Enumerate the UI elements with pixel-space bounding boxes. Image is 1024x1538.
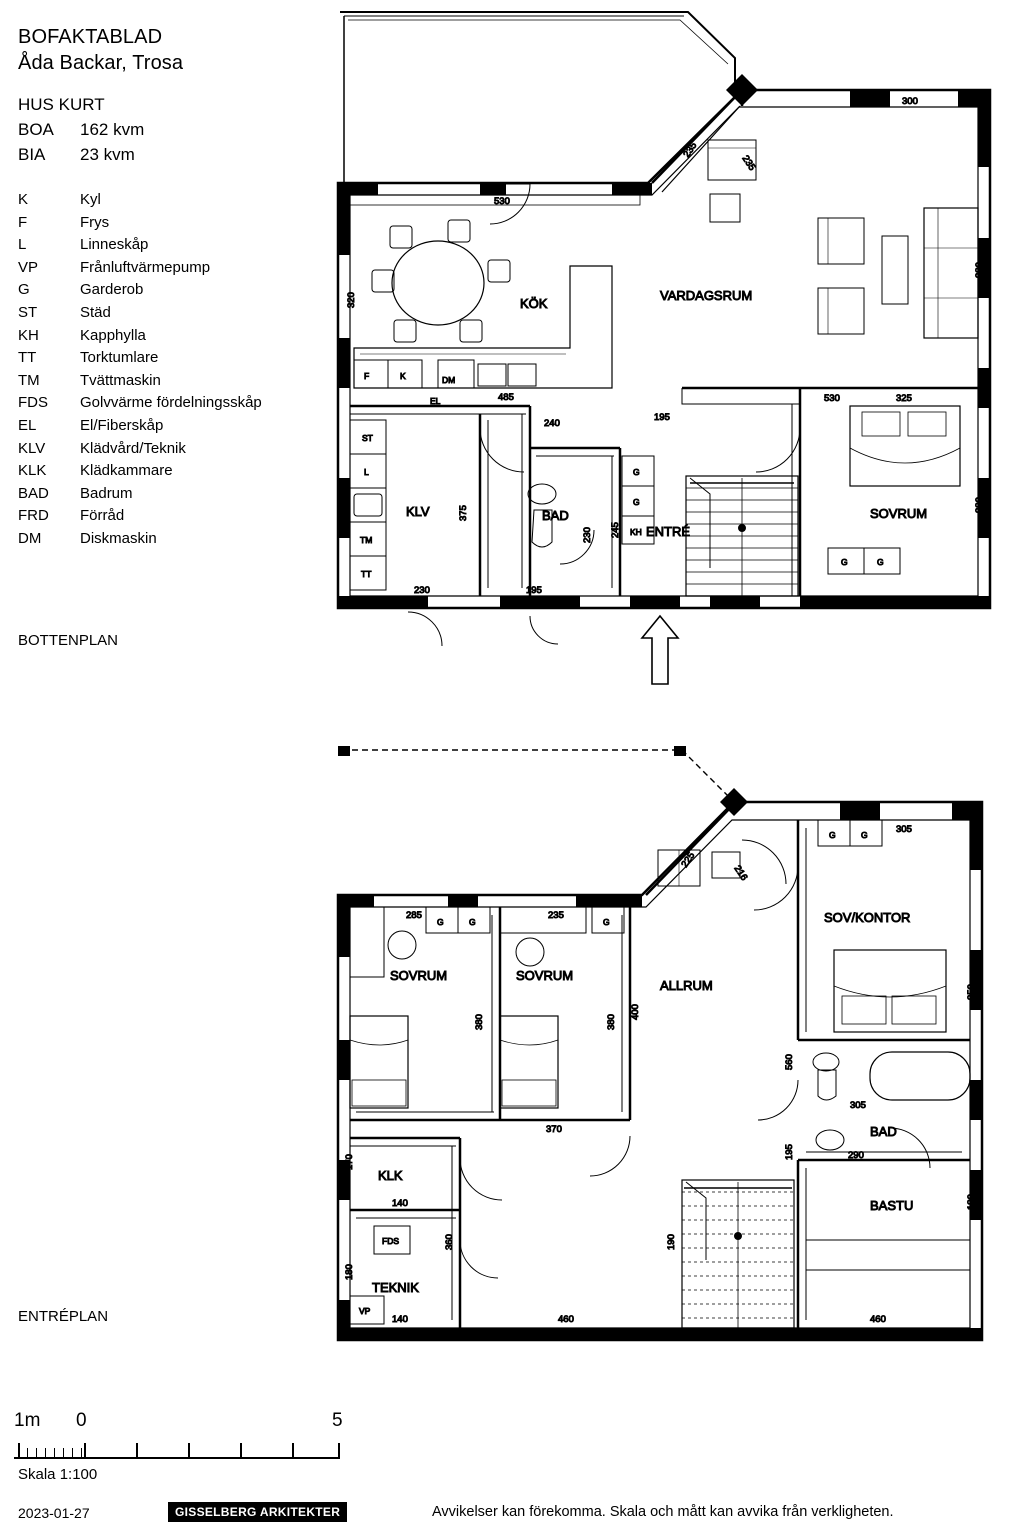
legend-item	[18, 528, 318, 551]
area-boa	[18, 117, 318, 142]
legend-item	[18, 302, 318, 325]
svg-text:KLK: KLK	[378, 1168, 403, 1183]
legend-item	[18, 415, 318, 438]
svg-text:G: G	[633, 467, 640, 477]
legend-item	[18, 257, 318, 280]
legend-abbr: BAD	[18, 484, 49, 502]
svg-text:170: 170	[344, 1154, 355, 1170]
svg-text:360: 360	[444, 1234, 455, 1250]
legend-word: Frånluftvärmepump	[80, 258, 211, 276]
svg-text:560: 560	[784, 1054, 795, 1070]
svg-text:G: G	[829, 830, 836, 840]
legend-word: Golvvärme fördelningsskåp	[80, 394, 262, 412]
legend-word: Kapphylla	[80, 326, 146, 344]
svg-text:305: 305	[850, 1100, 866, 1111]
legend-word: Klädkammare	[80, 462, 173, 480]
svg-text:FDS: FDS	[382, 1236, 399, 1246]
svg-text:460: 460	[870, 1314, 886, 1325]
svg-text:350: 350	[966, 984, 977, 1000]
svg-text:G: G	[841, 557, 848, 567]
svg-text:G: G	[437, 917, 444, 927]
legend-item	[18, 438, 318, 461]
legend-abbr: F	[18, 213, 28, 231]
svg-text:KÖK: KÖK	[520, 296, 548, 311]
svg-text:380: 380	[974, 262, 985, 278]
svg-text:SOVRUM: SOVRUM	[516, 968, 574, 983]
svg-text:BASTU: BASTU	[870, 1198, 914, 1213]
svg-text:VARDAGSRUM: VARDAGSRUM	[660, 288, 753, 303]
svg-text:G: G	[603, 917, 610, 927]
floorplan-bottenplan	[330, 8, 1010, 698]
svg-text:485: 485	[498, 392, 514, 403]
legend-item	[18, 483, 318, 506]
svg-text:380: 380	[974, 497, 985, 513]
area-bia-value: 23 kvm	[80, 145, 135, 164]
legend-word: Förråd	[80, 507, 125, 525]
legend-item	[18, 325, 318, 348]
svg-text:EL: EL	[430, 396, 441, 406]
legend-item	[18, 212, 318, 235]
area-boa-value: 162 kvm	[80, 120, 145, 139]
svg-text:140: 140	[392, 1198, 408, 1209]
svg-text:KLV: KLV	[406, 504, 430, 519]
legend-abbr: KLV	[18, 439, 46, 457]
legend-abbr: KLK	[18, 462, 47, 480]
legend-abbr: L	[18, 236, 27, 254]
legend-word: Badrum	[80, 484, 133, 502]
legend-word: Frys	[80, 213, 110, 231]
svg-text:SOV/KONTOR: SOV/KONTOR	[824, 910, 911, 925]
scale-right-label: 5	[332, 1410, 343, 1431]
architect-logo: GISSELBERG ARKITEKTER	[168, 1502, 347, 1522]
legend-abbr: EL	[18, 416, 37, 434]
legend-item	[18, 392, 318, 415]
svg-text:G: G	[877, 557, 884, 567]
svg-text:235: 235	[739, 153, 758, 173]
info-column	[18, 24, 318, 551]
svg-text:380: 380	[474, 1014, 485, 1030]
svg-text:190: 190	[666, 1234, 677, 1250]
svg-text:BAD: BAD	[870, 1124, 897, 1139]
svg-text:SOVRUM: SOVRUM	[870, 506, 928, 521]
svg-text:VP: VP	[359, 1306, 371, 1316]
svg-text:230: 230	[414, 585, 430, 596]
area-bia-key: BIA	[18, 145, 46, 164]
svg-text:380: 380	[606, 1014, 617, 1030]
svg-text:245: 245	[610, 522, 621, 538]
svg-text:DM: DM	[442, 375, 456, 385]
svg-text:BAD: BAD	[542, 508, 569, 523]
page-subtitle: Åda Backar, Trosa	[18, 52, 184, 74]
legend-abbr: DM	[18, 529, 42, 547]
legend-word: El/Fiberskåp	[80, 416, 164, 434]
svg-text:180: 180	[966, 1194, 977, 1210]
legend-word: Tvättmaskin	[80, 371, 161, 389]
footer-date: 2023-01-27	[18, 1505, 90, 1521]
svg-text:TEKNIK: TEKNIK	[372, 1280, 419, 1295]
svg-text:285: 285	[406, 910, 422, 921]
svg-text:G: G	[861, 830, 868, 840]
svg-text:140: 140	[392, 1314, 408, 1325]
footer-disclaimer: Avvikelser kan förekomma. Skala och mått kan avvika från verkligheten.	[432, 1504, 894, 1520]
svg-text:ST: ST	[362, 433, 373, 443]
legend-abbr: TT	[18, 349, 37, 367]
area-bia	[18, 142, 318, 167]
legend-word: Linneskåp	[80, 236, 149, 254]
svg-text:305: 305	[896, 824, 912, 835]
legend-word: Garderob	[80, 281, 144, 299]
legend-word: Diskmaskin	[80, 529, 157, 547]
legend-item	[18, 279, 318, 302]
svg-text:290: 290	[848, 1150, 864, 1161]
page-title: BOFAKTABLAD	[18, 26, 163, 48]
scale-bar-group	[14, 1410, 354, 1464]
svg-text:230: 230	[582, 527, 593, 543]
svg-text:ENTRÉ: ENTRÉ	[646, 524, 691, 539]
legend-abbr: KH	[18, 326, 39, 344]
svg-text:400: 400	[630, 1004, 641, 1020]
legend-list	[18, 189, 318, 551]
entreplan-caption: ENTRÉPLAN	[18, 1308, 109, 1325]
svg-text:225: 225	[679, 850, 698, 870]
svg-text:G: G	[633, 497, 640, 507]
svg-text:216: 216	[731, 863, 750, 883]
area-boa-key: BOA	[18, 120, 54, 139]
svg-text:KH: KH	[630, 527, 642, 537]
svg-text:375: 375	[458, 505, 469, 521]
svg-text:TM: TM	[360, 535, 373, 545]
svg-text:SOVRUM: SOVRUM	[390, 968, 448, 983]
svg-text:TT: TT	[361, 569, 372, 579]
legend-item	[18, 347, 318, 370]
legend-item	[18, 234, 318, 257]
legend-item	[18, 189, 318, 212]
legend-abbr: G	[18, 281, 30, 299]
legend-abbr: FDS	[18, 394, 48, 412]
svg-text:G: G	[469, 917, 476, 927]
legend-abbr: FRD	[18, 507, 49, 525]
legend-abbr: VP	[18, 258, 39, 276]
scale-left-label: 1m	[14, 1410, 41, 1431]
legend-item	[18, 370, 318, 393]
legend-abbr: ST	[18, 303, 38, 321]
legend-word: Klädvård/Teknik	[80, 439, 186, 457]
svg-text:235: 235	[681, 140, 700, 160]
svg-text:530: 530	[494, 196, 510, 207]
legend-abbr: TM	[18, 371, 40, 389]
svg-text:460: 460	[558, 1314, 574, 1325]
legend-word: Torktumlare	[80, 349, 159, 367]
svg-text:195: 195	[526, 585, 542, 596]
svg-text:300: 300	[902, 96, 918, 107]
svg-text:240: 240	[544, 418, 560, 429]
svg-text:180: 180	[344, 1264, 355, 1280]
scale-bar	[14, 1440, 340, 1464]
svg-text:K: K	[400, 371, 406, 381]
svg-text:195: 195	[784, 1144, 795, 1160]
house-label: HUS KURT	[18, 95, 105, 114]
scale-text: Skala 1:100	[18, 1466, 98, 1483]
bottenplan-caption: BOTTENPLAN	[18, 632, 119, 649]
scale-zero-label: 0	[76, 1410, 87, 1431]
legend-item	[18, 460, 318, 483]
svg-text:F: F	[364, 371, 370, 381]
svg-text:195: 195	[654, 412, 670, 423]
svg-text:235: 235	[548, 910, 564, 921]
floorplan-entreplan	[330, 740, 1010, 1360]
legend-item	[18, 505, 318, 528]
svg-text:ALLRUM: ALLRUM	[660, 978, 713, 993]
legend-abbr: K	[18, 191, 29, 208]
svg-text:370: 370	[546, 1124, 562, 1135]
svg-text:320: 320	[346, 292, 357, 308]
svg-text:530: 530	[824, 393, 840, 404]
legend-word: Kyl	[80, 191, 101, 208]
svg-text:L: L	[364, 467, 369, 477]
svg-text:325: 325	[896, 393, 912, 404]
legend-word: Städ	[80, 303, 111, 321]
